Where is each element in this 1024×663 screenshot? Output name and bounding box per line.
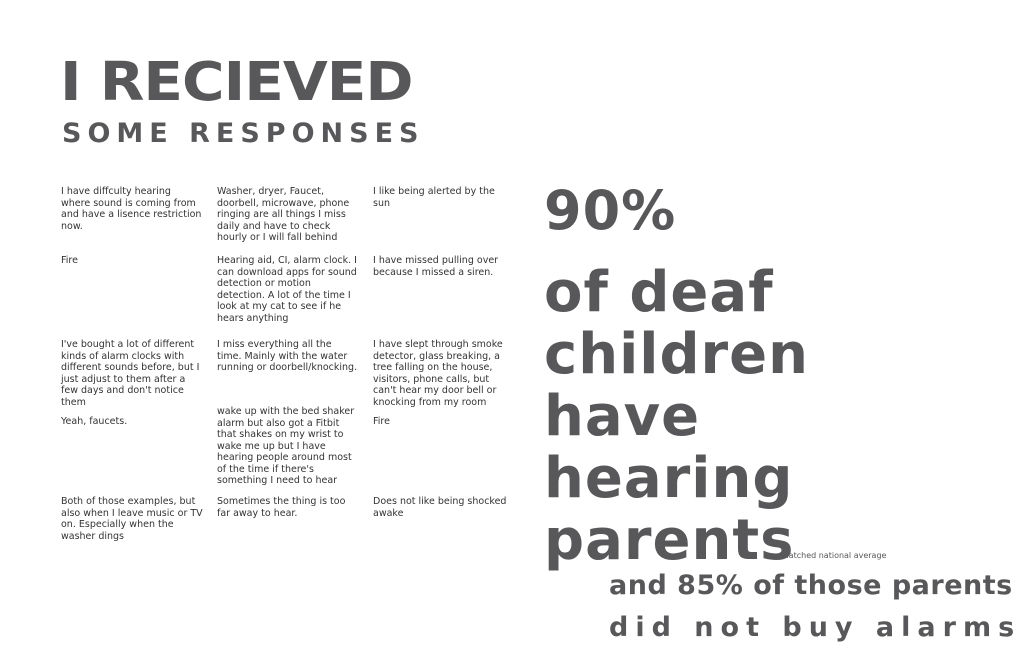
response-text: I have missed pulling over because I missed a siren.: [373, 255, 499, 278]
response-text: Yeah, faucets.: [61, 416, 128, 427]
stat-line: have: [544, 384, 701, 449]
response-text: I have slept through smoke detector, glass breaking, a tree falling on the house, visitors, phone calls, but can't hear my door bell or knocking from my room: [373, 339, 503, 408]
response-text: I've bought a lot of different kinds of alarm clocks with different sounds before, but I just adjust to them after a few days and don't notice them: [61, 339, 200, 408]
followup-line: did not buy alarms: [609, 612, 1022, 643]
stat-line: of deaf: [544, 260, 774, 325]
responses-grid: [61, 186, 521, 566]
page-title: I RECIEVED: [60, 50, 413, 113]
response-text: Does not like being shocked awake: [373, 496, 507, 519]
stat-line: parents: [544, 508, 795, 573]
response-text: wake up with the bed shaker alarm but also got a Fitbit that shakes on my wrist to wake me up but I have hearing people around most of the time if there's something I need to hear: [217, 406, 355, 486]
response-text: Hearing aid, CI, alarm clock. I can download apps for sound detection or motion detection. A lot of the time I look at my cat to see if he hears anything: [217, 255, 357, 324]
response-text: Fire: [373, 416, 390, 427]
page-subtitle: SOME RESPONSES: [62, 118, 425, 149]
response-text: I like being alerted by the sun: [373, 186, 495, 209]
response-text: Fire: [61, 255, 78, 266]
response-text: Both of those examples, but also when I leave music or TV on. Especially when the washer dings: [61, 496, 203, 542]
response-text: Sometimes the thing is too far away to hear.: [217, 496, 346, 519]
followup-line: and 85% of those parents: [609, 570, 1013, 601]
response-text: I have diffculty hearing where sound is coming from and have a lisence restriction now.: [61, 186, 202, 232]
footnote: -matched national average: [778, 551, 887, 560]
response-text: Washer, dryer, Faucet, doorbell, microwave, phone ringing are all things I miss daily and have to check hourly or I will fall behind: [217, 186, 350, 243]
response-text: I miss everything all the time. Mainly with the water running or doorbell/knocking.: [217, 339, 358, 373]
stat-line: hearing: [544, 446, 794, 511]
stat-line: children: [544, 322, 810, 387]
stat-percent: 90%: [544, 179, 677, 242]
